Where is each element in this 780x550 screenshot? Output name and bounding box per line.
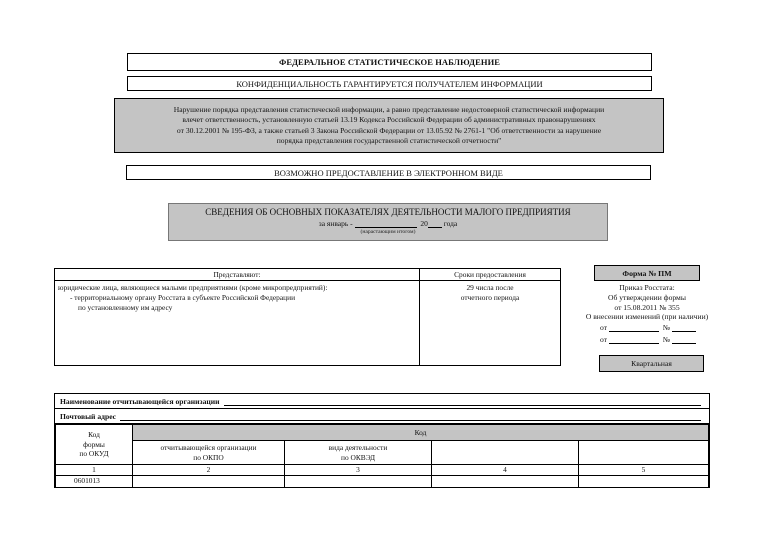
organization-table [54,393,710,488]
okud-header-line: Код [88,430,100,440]
code-header: Код [133,425,709,441]
liability-warning [114,98,664,153]
year-field[interactable] [428,220,442,228]
cumulative-note: (нарастающим итогом) [360,229,416,235]
column-number: 4 [432,465,579,476]
amendment-date-field[interactable] [609,325,659,332]
federal-observation-text: ФЕДЕРАЛЬНОЕ СТАТИСТИЧЕСКОЕ НАБЛЮДЕНИЕ [278,57,501,67]
electronic-text: ВОЗМОЖНО ПРЕДОСТАВЛЕНИЕ В ЭЛЕКТРОННОМ ВИДЕ [274,167,503,178]
number-label: № [662,335,670,344]
okved-header [285,441,432,465]
org-name-row [55,394,709,409]
from-label: от [600,323,608,332]
order-line: Об утверждении формы [608,292,686,302]
okpo-header [133,441,285,465]
month-field[interactable] [355,220,417,228]
submitters-line: - территориальному органу Росстата в субъекте Российской Федерации [70,293,296,302]
order-line: О внесении изменений (при наличии) [585,312,709,322]
order-line: от 15.08.2011 № 355 [614,302,680,312]
submission-table [54,268,561,366]
amendment-row-2 [600,335,696,344]
org-name-label: Наименование отчитывающейся организации [60,397,220,406]
submitters-header: Представляют: [55,269,420,281]
col4-value-cell[interactable] [432,475,579,487]
submitters-cell [55,281,420,366]
year-suffix: года [443,219,458,228]
period-prefix: за январь - [318,219,353,228]
column-number: 1 [56,465,133,476]
number-label: № [662,323,670,332]
amendment-date-field[interactable] [609,337,659,344]
column-number: 5 [579,465,709,476]
confidentiality-text: КОНФИДЕНЦИАЛЬНОСТЬ ГАРАНТИРУЕТСЯ ПОЛУЧАТЕЛЕМ ИНФОРМАЦИИ [236,78,543,89]
postal-address-field[interactable] [120,413,701,421]
okud-value: 0601013 [56,475,133,487]
from-label: от [600,335,608,344]
okpo-header-line: по ОКПО [193,452,224,462]
submitters-line: юридические лица, являющиеся малыми предприятиями (кроме микропредприятий): [58,283,328,292]
okud-header [56,425,133,465]
deadline-line: отчетного периода [460,293,520,302]
deadline-line: 29 числа после [466,283,514,292]
report-title-box [168,203,608,241]
okud-header-line: по ОКУД [79,449,109,459]
submitters-line: по установленному им адресу [78,303,173,312]
empty-header-5 [579,441,709,465]
col5-value-cell[interactable] [579,475,709,487]
amendment-row-1 [600,323,696,332]
column-number: 2 [133,465,285,476]
org-name-field[interactable] [224,398,702,406]
warning-line: от 30.12.2001 № 195-ФЗ, а также статьей 3 Закона Российской Федерации от 13.05.92 № 2761-1 "Об ответственности за нарушение [176,125,602,135]
order-info [566,283,728,322]
codes-table [55,424,709,488]
periodicity-badge [599,355,704,372]
electronic-submission-notice [126,165,651,180]
empty-header-4 [432,441,579,465]
report-period [169,219,607,228]
okud-header-line: формы [83,439,105,449]
report-title: СВЕДЕНИЯ ОБ ОСНОВНЫХ ПОКАЗАТЕЛЯХ ДЕЯТЕЛЬНОСТИ МАЛОГО ПРЕДПРИЯТИЯ [205,207,571,217]
okpo-header-line: отчитывающейся организации [160,443,257,452]
column-number: 3 [285,465,432,476]
postal-address-label: Почтовый адрес [60,412,117,421]
amendment-number-field[interactable] [672,337,696,344]
deadlines-cell [420,281,561,366]
order-line: Приказ Росстата: [619,283,675,292]
warning-line: Нарушение порядка представления статистической информации, а равно представление недостоверной статистической информации [173,104,605,114]
federal-observation-header [127,53,652,71]
amendment-number-field[interactable] [672,325,696,332]
periodicity-text: Квартальная [631,359,672,368]
warning-line: порядка представления государственной статистической отчетности" [276,136,502,145]
okved-header-line: по ОКВЭД [341,452,375,462]
form-number-badge [594,265,700,281]
form-number: Форма № ПМ [622,268,672,278]
postal-address-row [55,409,709,424]
okpo-value-cell[interactable] [133,475,285,487]
warning-line: влечет ответственность, установленную статьей 13.19 Кодекса Российской Федерации об административных правонарушениях [182,115,596,124]
year-prefix: 20 [420,219,428,228]
okved-value-cell[interactable] [285,475,432,487]
confidentiality-header [127,76,652,91]
okved-header-line: вида деятельности [328,443,388,452]
deadlines-header: Сроки предоставления [420,269,561,281]
